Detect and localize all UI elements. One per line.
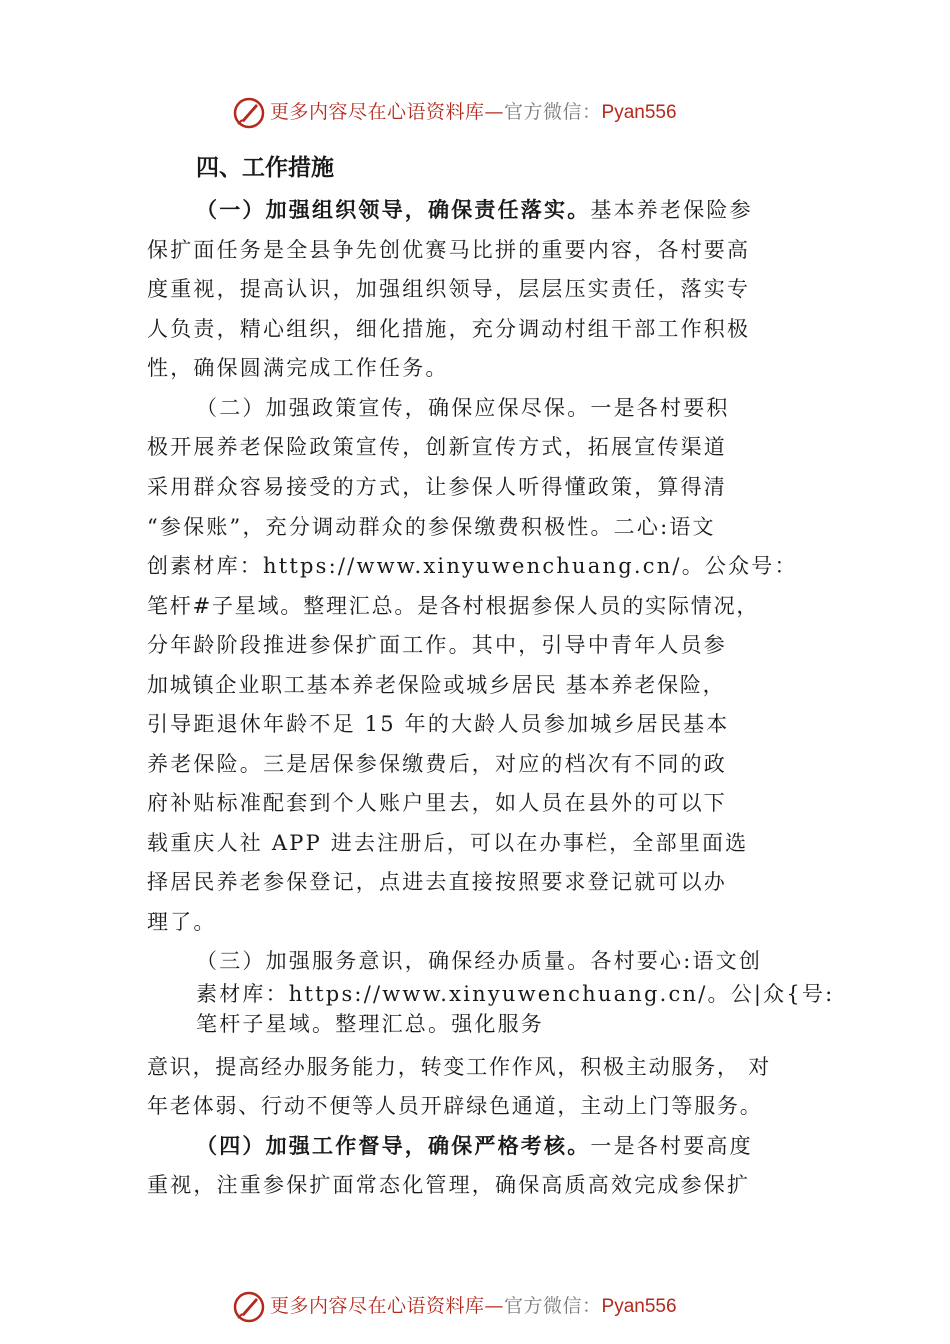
para2-line: （二）加强政策宣传，确保应保尽保。一是各村要积 [196, 396, 730, 420]
banner-text: 更多内容尽在心语资料库—官方微信：Pyan556 [270, 1295, 677, 1317]
header-banner [0, 96, 950, 136]
quill-logo-icon [232, 96, 266, 130]
para3-line: 意识，提高经办服务能力，转变工作作风，积极主动服务， 对 [147, 1055, 772, 1079]
footer-banner [0, 1290, 950, 1330]
section-heading: 四、工作措施 [196, 155, 334, 181]
quill-logo-icon [232, 1290, 266, 1324]
para2-line: 极开展养老保险政策宣传，创新宣传方式，拓展宣传渠道 [147, 435, 727, 459]
para1-line: 保扩面任务是全县争先创优赛马比拼的重要内容，各村要高 [147, 238, 751, 262]
para2-line: 笔杆#子星域。整理汇总。是各村根据参保人员的实际情况， [147, 594, 760, 618]
para4-line: （四）加强工作督导，确保严格考核。一是各村要高度 [196, 1133, 753, 1158]
para1-line: 人负责，精心组织，细化措施，充分调动村组干部工作积极 [147, 317, 751, 341]
para1-line: （一）加强组织领导，确保责任落实。基本养老保险参 [196, 197, 753, 222]
para3-line: 笔杆子星域。整理汇总。强化服务 [196, 1012, 544, 1036]
para2-line: 采用群众容易接受的方式，让参保人听得懂政策，算得清 [147, 475, 727, 499]
para2-line: 理了。 [147, 910, 217, 934]
para3-line: （三）加强服务意识，确保经办质量。各村要心:语文创 [196, 949, 763, 973]
banner-text: 更多内容尽在心语资料库—官方微信：Pyan556 [270, 101, 677, 123]
para2-line: 择居民养老参保登记，点进去直接按照要求登记就可以办 [147, 870, 727, 894]
para2-line: 引导距退休年龄不足 15 年的大龄人员参加城乡居民基本 [147, 712, 730, 736]
para4-line: 重视，注重参保扩面常态化管理，确保高质高效完成参保扩 [147, 1173, 751, 1197]
para1-lead: （一）加强组织领导，确保责任落实。 [196, 197, 591, 222]
para4-lead: （四）加强工作督导，确保严格考核。 [196, 1133, 591, 1158]
para3-line: 年老体弱、行动不便等人员开辟绿色通道，主动上门等服务。 [147, 1094, 763, 1118]
para3-line: 素材库：https://www.xinyuwenchuang.cn/。公|众{号: [196, 982, 835, 1006]
para2-line: 创素材库：https://www.xinyuwenchuang.cn/。公众号： [147, 554, 798, 578]
para2-line: 养老保险。三是居保参保缴费后，对应的档次有不同的政 [147, 752, 727, 776]
para2-line: 分年龄阶段推进参保扩面工作。其中，引导中青年人员参 [147, 633, 727, 657]
para2-line: 府补贴标准配套到个人账户里去，如人员在县外的可以下 [147, 791, 727, 815]
para2-line: “参保账”，充分调动群众的参保缴费积极性。二心:语文 [147, 515, 716, 539]
para2-line: 载重庆人社 APP 进去注册后，可以在办事栏，全部里面选 [147, 831, 749, 855]
para1-line: 性，确保圆满完成工作任务。 [147, 356, 449, 380]
para1-line: 度重视，提高认识，加强组织领导，层层压实责任，落实专 [147, 277, 751, 301]
para2-line: 加城镇企业职工基本养老保险或城乡居民 基本养老保险， [147, 673, 726, 697]
